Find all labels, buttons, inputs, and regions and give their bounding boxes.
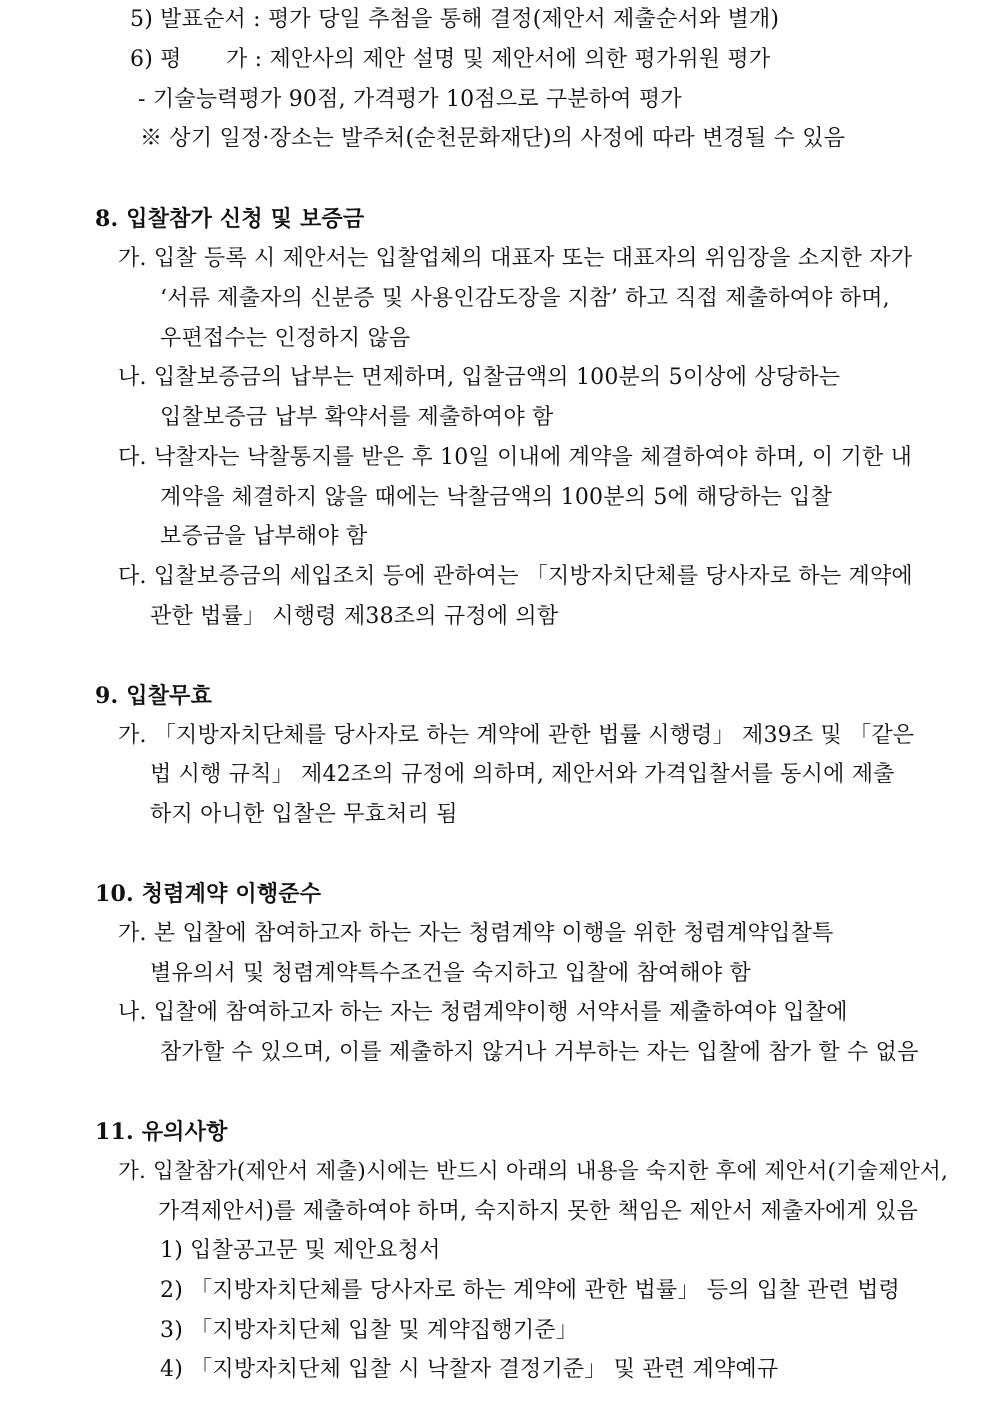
list-item: 가. 입찰 등록 시 제안서는 입찰업체의 대표자 또는 대표자의 위임장을 소지한 자가	[118, 246, 913, 271]
list-item: 4) 「지방자치단체 입찰 시 낙찰자 결정기준」 및 관련 계약예규	[160, 1357, 779, 1382]
list-item: ‘서류 제출자의 신분증 및 사용인감도장을 지참’ 하고 직접 제출하여야 하며,	[160, 286, 890, 311]
note-text: ※ 상기 일정·장소는 발주처(순천문화재단)의 사정에 따라 변경될 수 있음	[140, 126, 846, 151]
list-item: 법 시행 규칙」 제42조의 규정에 의하며, 제안서와 가격입찰서를 동시에 제출	[150, 762, 895, 787]
list-item: 6) 평 가 : 제안사의 제안 설명 및 제안서에 의한 평가위원 평가	[130, 47, 771, 72]
list-item: 1) 입찰공고문 및 제안요청서	[160, 1238, 441, 1263]
list-item: 관한 법률」 시행령 제38조의 규정에 의함	[150, 604, 559, 629]
section-heading: 9. 입찰무효	[95, 683, 213, 709]
section-heading: 8. 입찰참가 신청 및 보증금	[95, 206, 365, 232]
section-heading: 10. 청렴계약 이행준수	[95, 881, 322, 907]
list-item: 우편접수는 인정하지 않음	[160, 326, 411, 351]
list-item: 보증금을 납부해야 함	[160, 524, 368, 549]
list-item: 2) 「지방자치단체를 당사자로 하는 계약에 관한 법률」 등의 입찰 관련 법령	[160, 1278, 900, 1303]
list-item: 나. 입찰보증금의 납부는 면제하며, 입찰금액의 100분의 5이상에 상당하는	[118, 365, 841, 390]
list-item: 가격제안서)를 제출하여야 하며, 숙지하지 못한 책임은 제안서 제출자에게 있음	[158, 1199, 918, 1224]
list-item: 다. 낙찰자는 낙찰통지를 받은 후 10일 이내에 계약을 체결하여야 하며, 이 기한 내	[118, 445, 913, 470]
list-item: 3) 「지방자치단체 입찰 및 계약집행기준」	[160, 1318, 578, 1343]
list-item: - 기술능력평가 90점, 가격평가 10점으로 구분하여 평가	[138, 87, 682, 112]
list-item: 별유의서 및 청렴계약특수조건을 숙지하고 입찰에 참여해야 함	[150, 961, 751, 986]
section-heading: 11. 유의사항	[95, 1119, 228, 1145]
list-item: 가. 본 입찰에 참여하고자 하는 자는 청렴계약 이행을 위한 청렴계약입찰특	[118, 921, 834, 946]
list-item: 5) 발표순서 : 평가 당일 추첨을 통해 결정(제안서 제출순서와 별개)	[130, 7, 780, 32]
list-item: 입찰보증금 납부 확약서를 제출하여야 함	[160, 405, 554, 430]
list-item: 참가할 수 있으며, 이를 제출하지 않거나 거부하는 자는 입찰에 참가 할 수 없음	[160, 1040, 919, 1065]
list-item: 가. 입찰참가(제안서 제출)시에는 반드시 아래의 내용을 숙지한 후에 제안서(기술제안서,	[118, 1159, 949, 1184]
list-item: 계약을 체결하지 않을 때에는 낙찰금액의 100분의 5에 해당하는 입찰	[160, 485, 833, 510]
list-item: 나. 입찰에 참여하고자 하는 자는 청렴계약이행 서약서를 제출하여야 입찰에	[118, 1000, 848, 1025]
list-item: 다. 입찰보증금의 세입조치 등에 관하여는 「지방자치단체를 당사자로 하는 계약에	[118, 564, 913, 589]
list-item: 가. 「지방자치단체를 당사자로 하는 계약에 관한 법률 시행령」 제39조 및 「같은	[118, 723, 915, 748]
list-item: 하지 아니한 입찰은 무효처리 됨	[150, 802, 458, 827]
